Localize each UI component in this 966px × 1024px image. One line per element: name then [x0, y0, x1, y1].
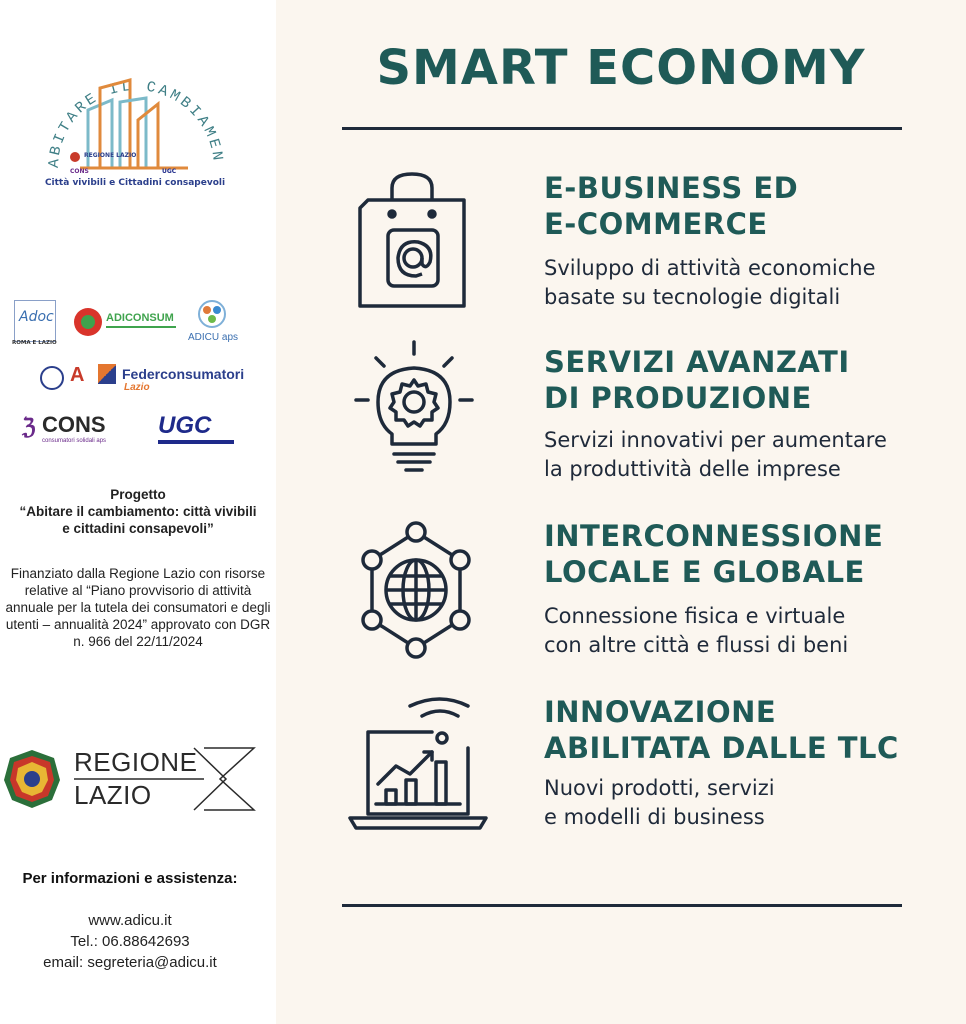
- logo-partner-strip: [30, 152, 180, 192]
- adoc-logo-text: Adoc: [19, 309, 54, 325]
- info-contacts: [0, 910, 260, 973]
- item-title-line: INNOVAZIONE: [544, 695, 777, 729]
- item-desc-line: Sviluppo di attività economiche: [544, 256, 876, 280]
- item-ebusiness-desc: [544, 254, 876, 312]
- info-website-link[interactable]: www.adicu.it: [88, 912, 172, 929]
- regione-line2: LAZIO: [74, 780, 152, 810]
- regione-line1: REGIONE: [74, 747, 198, 777]
- item-title-line: INTERCONNESSIONE: [544, 519, 884, 553]
- project-label: Progetto: [110, 487, 166, 502]
- info-title: Per informazioni e assistenza:: [22, 870, 238, 887]
- abitare-il-cambiamento-logo: [30, 40, 240, 240]
- adiconsum-underline: [106, 326, 176, 328]
- item-title-line: ABILITATA DALLE TLC: [544, 731, 899, 765]
- financing-text: Finanziato dalla Regione Lazio con risorse relative al “Piano provvisorio di attività annuale per la tutela dei consumatori e degli utenti – annualità 2024” approvato con DGR n. 966 del 22/11/2024: [5, 566, 271, 649]
- globe-network-icon: [348, 520, 488, 660]
- roma-lazio-label: ROMA E LAZIO: [12, 340, 57, 346]
- federconsumatori-logo-icon: [98, 364, 116, 384]
- mini-logo-circle: [70, 152, 80, 162]
- federconsumatori-logo-text: Federconsumatori: [122, 366, 245, 382]
- adiconsum-logo-icon: [74, 308, 102, 336]
- unc-logo-icon: [40, 366, 64, 390]
- lightbulb-gear-icon: [348, 338, 488, 478]
- regione-lazio-frame: [74, 746, 256, 812]
- item-desc-line: Servizi innovativi per aumentare: [544, 428, 887, 452]
- adicu-logo-text: ADICU aps: [188, 332, 239, 343]
- item-title-line: LOCALE E GLOBALE: [544, 555, 865, 589]
- mini-logo-regione: REGIONE LAZIO: [84, 152, 137, 159]
- item-desc-line: basate su tecnologie digitali: [544, 285, 841, 309]
- item-servizi-desc: [544, 426, 887, 484]
- mini-logo-cons: CONS: [70, 168, 89, 175]
- main-panel: [276, 0, 966, 1024]
- svg-text:ABITARE IL CAMBIAMENTO: [30, 40, 226, 168]
- adicu-logo-icon: [196, 298, 228, 330]
- item-title-line: DI PRODUZIONE: [544, 381, 812, 415]
- sidebar: [0, 0, 276, 1024]
- project-title: “Abitare il cambiamento: città vivibili e cittadini consapevoli”: [19, 504, 257, 536]
- item-servizi-title: [544, 344, 850, 416]
- item-title-line: SERVIZI AVANZATI: [544, 345, 850, 379]
- logo-subtitle: Città vivibili e Cittadini consapevoli: [44, 178, 226, 188]
- cons-logo-sub: consumatori solidali aps: [42, 438, 107, 444]
- page-title: SMART ECONOMY: [376, 40, 866, 96]
- ugc-logo-bar: [158, 440, 234, 444]
- ugc-logo-text: UGC: [158, 412, 212, 439]
- item-innovazione-title: [544, 694, 899, 766]
- top-divider: [342, 127, 902, 130]
- cons-logo-icon: ℨ: [22, 414, 36, 439]
- logo-arc-text: ABITARE IL CAMBIAMEN: [45, 77, 227, 169]
- item-title-line: E-BUSINESS ED: [544, 171, 799, 205]
- item-desc-line: con altre città e flussi di beni: [544, 633, 849, 657]
- mini-logo-ugc: UGC: [162, 168, 177, 175]
- item-innovazione-desc: [544, 774, 775, 832]
- item-interconnessione-title: [544, 518, 883, 590]
- laptop-chart-wifi-icon: [348, 694, 488, 834]
- info-email-link[interactable]: email: segreteria@adicu.it: [43, 954, 217, 971]
- item-desc-line: la produttività delle imprese: [544, 457, 841, 481]
- info-phone: Tel.: 06.88642693: [70, 933, 190, 950]
- item-ebusiness-title: [544, 170, 798, 242]
- bottom-divider: [342, 904, 902, 907]
- shopping-bag-at-icon: [348, 170, 488, 310]
- regione-lazio-crest-icon: [2, 748, 62, 810]
- adoc-logo: [14, 300, 56, 342]
- item-desc-line: Connessione fisica e virtuale: [544, 604, 846, 628]
- assoutenti-logo-icon: A: [70, 364, 85, 386]
- adiconsum-logo-text: ADICONSUM: [106, 312, 174, 324]
- cons-logo-text: CONS: [42, 412, 106, 437]
- item-desc-line: Nuovi prodotti, servizi: [544, 776, 775, 800]
- federconsumatori-region: Lazio: [124, 382, 150, 393]
- item-title-line: E-COMMERCE: [544, 207, 768, 241]
- item-desc-line: e modelli di business: [544, 805, 765, 829]
- item-interconnessione-desc: [544, 602, 848, 660]
- project-block: [0, 486, 276, 537]
